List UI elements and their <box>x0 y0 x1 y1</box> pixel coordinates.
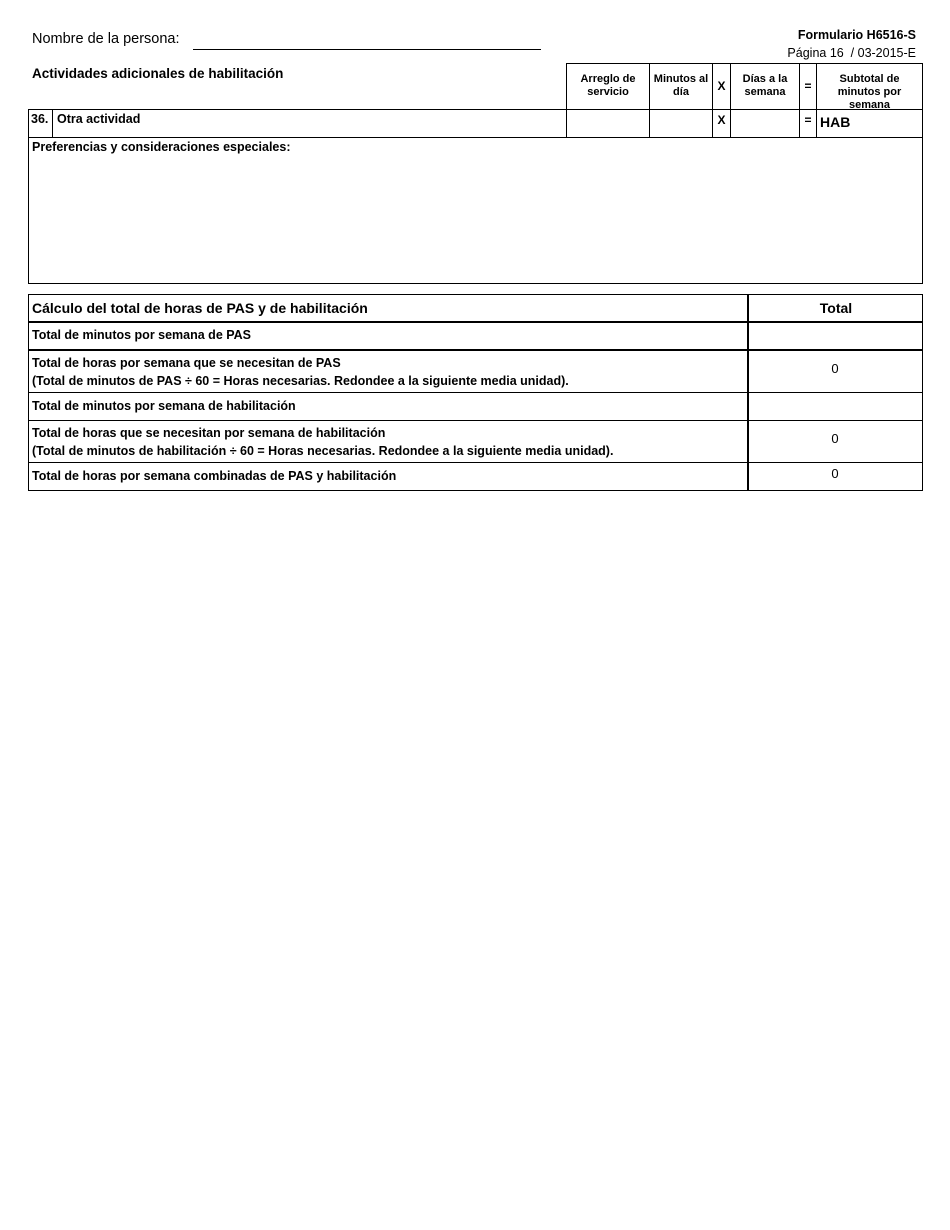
activity-days-input[interactable] <box>731 110 799 137</box>
totals-row-pas-hours-value: 0 <box>831 361 839 376</box>
totals-row-combined-label: Total de horas por semana combinadas de PAS y habilitación <box>32 469 397 483</box>
totals-row-hab-hours-label: Total de horas que se necesitan por semana de habilitación <box>32 426 386 440</box>
activity-times-symbol: X <box>717 113 726 127</box>
totals-row-hab-minutes-input[interactable] <box>749 394 921 419</box>
col-header-equals: = <box>799 63 817 110</box>
totals-row-combined-value: 0 <box>831 466 839 481</box>
col-header-days: Días a la semana <box>730 63 800 110</box>
totals-row-hab-minutes-label: Total de minutos por semana de habilitación <box>32 399 296 413</box>
totals-header-total: Total <box>819 300 853 316</box>
activity-minutes-input[interactable] <box>650 110 712 137</box>
activity-subtotal-value: HAB <box>820 114 851 130</box>
totals-row-hab-hours-note: (Total de minutos de habilitación ÷ 60 = Horas necesarias. Redondee a la siguiente media unidad). <box>32 444 614 458</box>
totals-row-hab-hours-value: 0 <box>831 431 839 446</box>
page-info: Página 16 / 03-2015-E <box>787 46 916 60</box>
totals-row-pas-hours-label: Total de horas por semana que se necesitan de PAS <box>32 356 341 370</box>
activity-arrangement-input[interactable] <box>567 110 649 137</box>
col-header-subtotal: Subtotal de minutos por semana <box>816 63 923 110</box>
col-header-minutes: Minutos al día <box>649 63 713 110</box>
activities-section-title: Actividades adicionales de habilitación <box>32 66 284 81</box>
form-id: Formulario H6516-S <box>797 28 916 42</box>
totals-row-pas-hours-note: (Total de minutos de PAS ÷ 60 = Horas necesarias. Redondee a la siguiente media unidad). <box>32 374 569 388</box>
col-header-arrangement: Arreglo de servicio <box>566 63 650 110</box>
activity-equals-symbol: = <box>804 113 812 127</box>
activity-row-label: Otra actividad <box>57 112 141 126</box>
preferences-label: Preferencias y consideraciones especiales: <box>32 140 291 154</box>
person-name-input[interactable] <box>193 28 541 50</box>
totals-row-pas-minutes-label: Total de minutos por semana de PAS <box>32 328 252 342</box>
activity-row-number: 36. <box>31 112 49 126</box>
person-name-label: Nombre de la persona: <box>32 31 180 47</box>
col-header-times: X <box>712 63 731 110</box>
totals-row-pas-minutes-input[interactable] <box>749 324 921 349</box>
preferences-textarea[interactable] <box>30 157 920 281</box>
totals-title: Cálculo del total de horas de PAS y de habilitación <box>32 300 368 316</box>
